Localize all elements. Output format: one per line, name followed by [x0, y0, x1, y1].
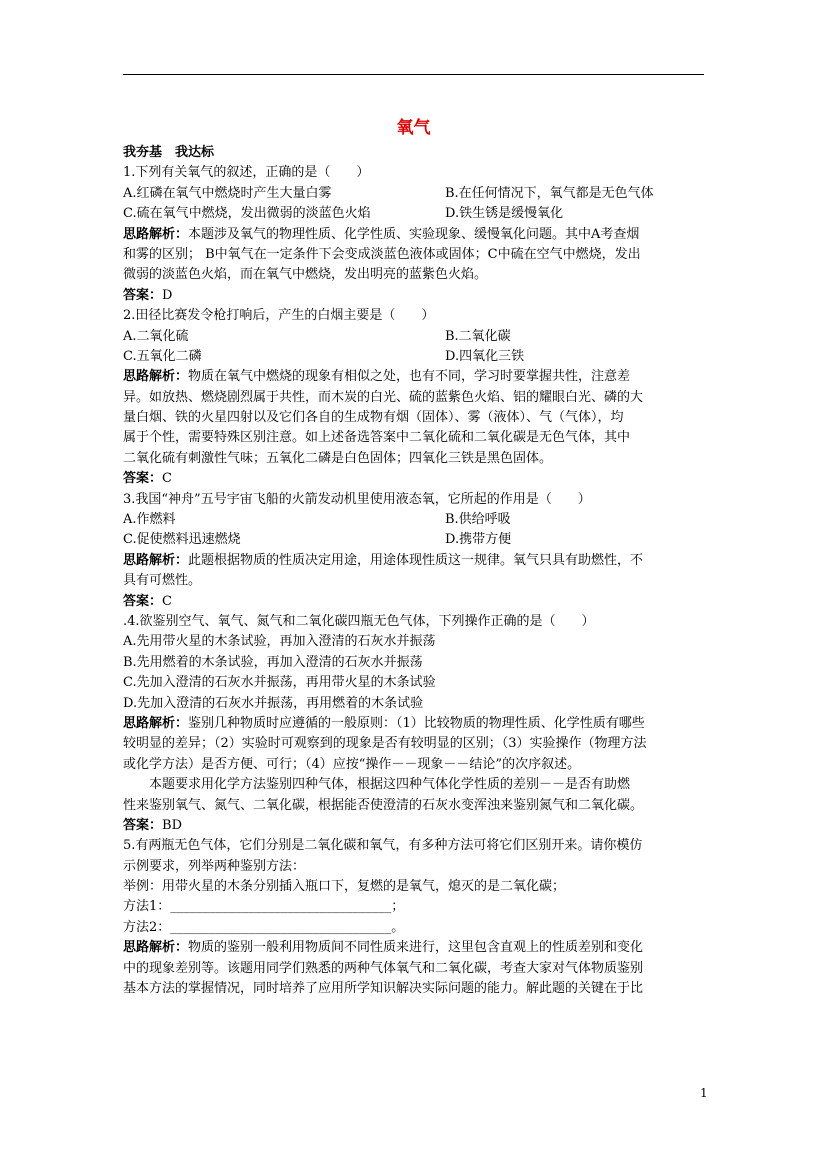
method-2-blank: 方法2：__________________________________。	[123, 919, 405, 935]
question-1-options-cd	[123, 204, 706, 224]
question-1-options-ab	[123, 184, 706, 204]
option-d: D.四氧化三铁	[445, 348, 525, 364]
option-d: D.先加入澄清的石灰水并振荡，再用燃着的木条试验	[123, 695, 424, 711]
analysis-line: 中的现象差别等。该题用同学们熟悉的两种气体氧气和二氧化碳，考查大家对气体物质鉴别	[123, 960, 644, 976]
document-body	[123, 143, 706, 999]
option-b: B.二氧化碳	[445, 328, 511, 344]
analysis-line: 和雾的区别； B中氧气在一定条件下会变成淡蓝色液体或固体；C中硫在空气中燃烧，发出	[123, 246, 641, 262]
answer-value: BD	[162, 817, 182, 833]
question-3-stem: 3.我国“神舟”五号宇宙飞船的火箭发动机里使用液态氧，它所起的作用是（ ）	[123, 491, 591, 507]
option-b: B.供给呼吸	[445, 512, 511, 528]
analysis-text: 本题涉及氧气的物理性质、化学性质、实验现象、缓慢氧化问题。其中A考查烟	[188, 226, 640, 242]
option-a: A.二氧化硫	[123, 328, 189, 344]
analysis-line: 二氧化硫有刺激性气味；五氧化二磷是白色固体；四氧化三铁是黑色固体。	[123, 450, 553, 466]
answer-label: 答案：	[123, 471, 163, 487]
analysis-label: 思路解析：	[123, 940, 189, 956]
question-2-options-cd	[123, 347, 706, 367]
question-2-options-ab	[123, 327, 706, 347]
analysis-label: 思路解析：	[123, 552, 189, 568]
option-d: D.携带方便	[445, 532, 512, 548]
question-2-answer	[123, 469, 706, 489]
analysis-line: 属于个性，需要特殊区别注意。如上述备选答案中二氧化硫和二氧化碳是无色气体，其中	[123, 430, 631, 446]
question-4-stem: .4.欲鉴别空气、氧气、氮气和二氧化碳四瓶无色气体，下列操作正确的是（ ）	[123, 613, 595, 629]
analysis-line: 性来鉴别氧气、氮气、二氧化碳，根据能否使澄清的石灰水变浑浊来鉴别氮气和二氧化碳。	[123, 797, 644, 813]
option-c: C.五氧化二磷	[123, 348, 202, 364]
option-c: C.硫在氧气中燃烧，发出微弱的淡蓝色火焰	[123, 206, 371, 222]
question-3-options-ab	[123, 510, 706, 530]
question-4-answer	[123, 816, 706, 836]
analysis-line: 微弱的淡蓝色火焰，而在氧气中燃烧，发出明亮的蓝紫色火焰。	[123, 267, 488, 283]
question-3-analysis	[123, 551, 706, 571]
question-5-stem: 5.有两瓶无色气体，它们分别是二氧化碳和氧气，有多种方法可将它们区别开来。请你模仿	[123, 838, 643, 854]
question-1-analysis	[123, 225, 706, 245]
question-2-stem: 2.田径比赛发令枪打响后，产生的白烟主要是（ ）	[123, 308, 435, 324]
question-1-answer	[123, 286, 706, 306]
analysis-label: 思路解析：	[123, 226, 189, 242]
option-c: C.先加入澄清的石灰水并振荡，再用带火星的木条试验	[123, 675, 436, 691]
option-b: B.在任何情况下，氧气都是无色气体	[445, 185, 654, 201]
answer-label: 答案：	[123, 287, 163, 303]
page-title: 氧气	[396, 118, 431, 138]
answer-value: C	[162, 593, 172, 609]
analysis-text: 鉴别几种物质时应遵循的一般原则：（1）比较物质的物理性质、化学性质有哪些	[188, 715, 645, 731]
question-1-stem: 1.下列有关氧气的叙述，正确的是（ ）	[123, 165, 370, 181]
method-1-blank: 方法1：__________________________________；	[123, 899, 405, 915]
analysis-line: 量白烟、铁的火星四射以及它们各自的生成物有烟（固体）、雾（液体）、气（气体），均	[123, 410, 624, 426]
analysis-line: 较明显的差异；（2）实验时可观察到的现象是否有较明显的区别；（3）实验操作（物理方法	[123, 736, 647, 752]
question-2-analysis	[123, 367, 706, 387]
page-number: 1	[700, 1086, 708, 1100]
question-4-analysis	[123, 714, 706, 734]
analysis-line: 或化学方法）是否方便、可行；（4）应按“操作－－现象－－结论”的次序叙述。	[123, 756, 581, 772]
analysis-line: 基本方法的掌握情况，同时培养了应用所学知识解决实际问题的能力。解此题的关键在于比	[123, 981, 644, 997]
option-a: A.作燃料	[123, 512, 176, 528]
question-5-example: 举例：用带火星的木条分别插入瓶口下，复燃的是氧气，熄灭的是二氧化碳；	[123, 879, 566, 895]
answer-label: 答案：	[123, 817, 163, 833]
header-rule	[123, 74, 704, 75]
analysis-text: 物质在氧气中燃烧的现象有相似之处，也有不同，学习时要掌握共性，注意差	[188, 369, 631, 385]
question-3-answer	[123, 592, 706, 612]
option-d: D.铁生锈是缓慢氧化	[445, 206, 564, 222]
analysis-text: 此题根据物质的性质决定用途，用途体现性质这一规律。氧气只具有助燃性，不	[188, 552, 644, 568]
option-b: B.先用燃着的木条试验，再加入澄清的石灰水并振荡	[123, 654, 423, 670]
analysis-line: 具有可燃性。	[123, 573, 202, 589]
answer-value: D	[162, 287, 173, 303]
analysis-line: 异。如放热、燃烧剧烈属于共性，而木炭的白光、硫的蓝紫色火焰、铝的耀眼白光、磷的大	[123, 389, 644, 405]
analysis-label: 思路解析：	[123, 715, 189, 731]
question-5-analysis	[123, 938, 706, 958]
analysis-text: 物质的鉴别一般利用物质间不同性质来进行，这里包含直观上的性质差别和变化	[188, 940, 644, 956]
section-heading: 我夯基 我达标	[123, 145, 215, 160]
answer-value: C	[162, 471, 172, 487]
answer-label: 答案：	[123, 593, 163, 609]
analysis-line: 本题要求用化学方法鉴别四种气体，根据这四种气体化学性质的差别－－是否有助燃	[149, 777, 631, 793]
option-c: C.促使燃料迅速燃烧	[123, 532, 241, 548]
question-5-stem-cont: 示例要求，列举两种鉴别方法：	[123, 858, 306, 874]
option-a: A.先用带火星的木条试验，再加入澄清的石灰水并振荡	[123, 634, 436, 650]
question-3-options-cd	[123, 530, 706, 550]
analysis-label: 思路解析：	[123, 369, 189, 385]
option-a: A.红磷在氧气中燃烧时产生大量白雾	[123, 185, 332, 201]
